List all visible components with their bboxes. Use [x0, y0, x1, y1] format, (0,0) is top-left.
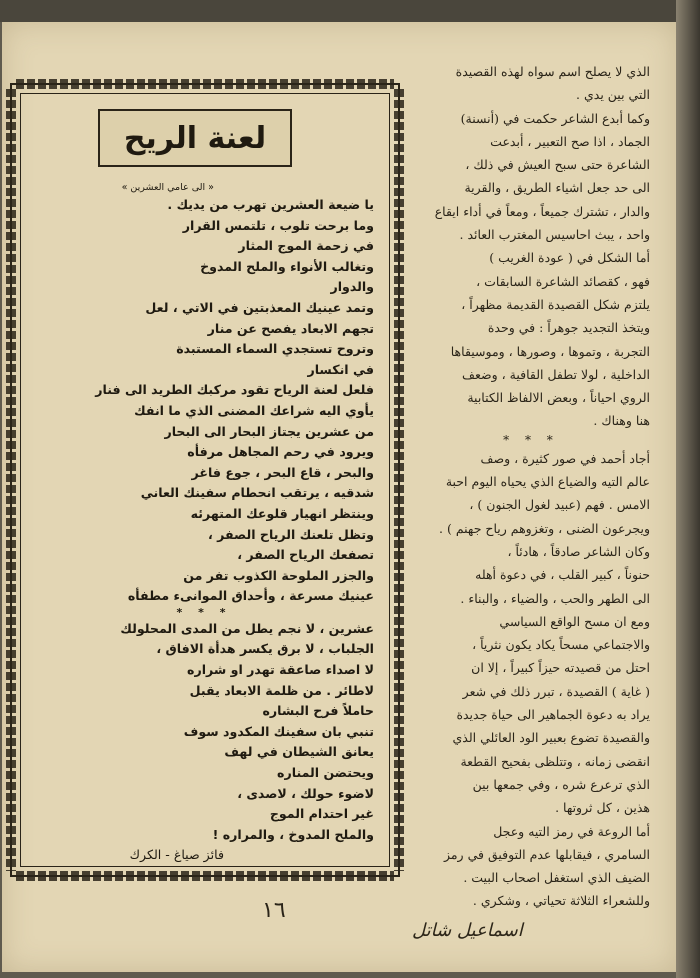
poem-line: ويحتضن المناره [277, 765, 374, 781]
article-paragraph [412, 889, 650, 912]
article-line: ومع ان مسح الواقع السياسي [499, 613, 650, 629]
poem-line: وتظل تلعنك الرياح الصفر ، [207, 526, 374, 542]
poem-line: من عشرين يجتاز البحار الى البحار [164, 423, 374, 439]
poem-dedication: « الى عامي العشرين » [121, 182, 214, 193]
article-line: أما الشكل في ( عودة الغريب ) [489, 250, 650, 266]
frame-ornament-top [16, 79, 394, 89]
article-line: عالم التيه والضياع الذي يحياه اليوم احبة [445, 474, 650, 490]
page-number: ١٦ [262, 898, 286, 923]
article-line: انقضى زمانه ، وتتلظى بفحيح القطعة [460, 753, 650, 769]
poem-line: عينيك مسرعة ، وأحداق الموانىء مطفأه [127, 588, 374, 604]
article-line: هنا وهناك . [593, 413, 650, 429]
author-signature: اسماعيل شاتل [412, 919, 523, 941]
poem-line: تنبي بان سفينك المكدود سوف [183, 723, 374, 739]
article-line: والاجتماعي مسحاً يكاد يكون نثرياً ، [472, 637, 650, 653]
poem-line: حاملاً فرح البشاره [262, 703, 374, 719]
poem-line: والبحر ، قاع البحر ، جوع فاغر [191, 464, 374, 480]
poem-line: فلعل لعنة الرياح تقود مركبك الطريد الى فنار [95, 382, 374, 398]
article-line: والدار ، تشترك جميعاً ، ومعاً في أداء ايقاع [434, 203, 650, 219]
article-column [412, 60, 650, 942]
article-paragraph [412, 610, 650, 820]
article-paragraph [412, 60, 650, 107]
poem-line: لاضوء حولك ، لاصدى ، [237, 785, 374, 801]
article-line: الجماد ، اذا صح التعبير ، أبدعت [490, 133, 650, 149]
poem-line: يعانق الشيطان في لهف [224, 744, 374, 760]
article-line: أما الروعة في رمز التيه وعجل [493, 823, 650, 839]
poem-line: والجزر الملوحة الكذوب تفر من [183, 567, 374, 583]
article-line: السامري ، فيقابلها عدم التوفيق في رمز [443, 846, 650, 862]
article-line: الامس . فهم (عبيد لغول الجنون ) ، [469, 497, 650, 513]
article-line: الشاعرة حتى سبح العيش في ذلك ، [465, 157, 650, 173]
article-paragraph [412, 447, 650, 540]
poem-frame [10, 83, 400, 877]
article-line: وللشعراء الثلاثة تحياتي ، وشكري . [472, 893, 650, 909]
poem-line: الجلباب ، لا برق يكسر هدأة الافاق ، [156, 641, 374, 657]
article-line: الداخلية ، لولا تطفل القافية ، وضعف [462, 366, 650, 382]
poem-line: وتغالب الأنواء والملح المدوخ [200, 258, 374, 274]
article-line: ( غاية ) القصيدة ، تبرر ذلك في شعر [462, 683, 650, 699]
poem-line: والدوار [330, 279, 374, 295]
poem-line: والملح المدوخ ، والمراره ! [212, 826, 374, 842]
poem-line: وما برحت تلوب ، تلتمس القرار [182, 217, 374, 233]
poem-line: وتروح تستجدي السماء المستبدة [176, 341, 374, 357]
poem-line: يا ضيعة العشرين تهرب من يديك . [167, 197, 374, 212]
article-line: واحد ، يبث احاسيس المغترب العائد . [459, 227, 650, 243]
article-line: التي بين يدي . [576, 87, 650, 103]
poem-body [34, 181, 374, 866]
frame-ornament-bottom [16, 871, 394, 881]
poem-line: شدقيه ، يرتقب انحطام سفينك العاني [140, 485, 374, 501]
article-line: أجاد أحمد في صور كثيرة ، وصف [480, 450, 650, 466]
article-line: حنوناً ، كبير القلب ، في دعوة أهله [475, 567, 650, 583]
article-line: الذي ترعرع شره ، وفي جمعها بين [472, 776, 650, 792]
article-line: فهو ، كقصائد الشاعرة السابقات ، [476, 273, 650, 289]
poem-line: في انكسار [307, 361, 374, 377]
poem-line: لاطائر . من ظلمة الابعاد يقبل [189, 682, 374, 698]
article-line: ويجرعون الضنى ، وتغزوهم رياح جهنم ) . [439, 520, 650, 536]
article-line: ويتخذ التجديد جوهراً : في وحدة [487, 320, 650, 336]
scan-right-edge [676, 0, 700, 978]
article-line: الى الطهر والحب ، والضياء ، والبناء . [460, 590, 650, 606]
frame-ornament-left [6, 89, 16, 871]
poem-line: يأوي اليه شراعك المضنى الذي ما انفك [134, 402, 374, 418]
poem-author: فائز صياغ - الكرك [129, 847, 224, 863]
poem-line: في زحمة الموج المثار [238, 238, 374, 254]
article-line: هذين ، كل ثروتها . [555, 800, 650, 816]
article-paragraph [412, 540, 650, 610]
article-paragraph [412, 246, 650, 432]
frame-ornament-right [394, 89, 404, 871]
article-line: والقصيدة تضوع بعبير الود العائلي الذي [452, 730, 650, 746]
poem-line: ويرود في رحم المجاهل مرفأه [187, 444, 374, 460]
article-line: الضيف الذي استغفل اصحاب البيت . [463, 870, 650, 886]
poem-line: غير احتدام الموج [269, 806, 374, 822]
article-paragraph [412, 107, 650, 247]
poem-divider-stars: * * * [176, 605, 232, 619]
poem-title-box [98, 109, 292, 167]
article-line: وكما أبدع الشاعر حكمت في (أنسنة) [460, 110, 650, 126]
article-line: التجربة ، وتموها ، وصورها ، وموسيقاها [450, 343, 650, 359]
scan-top-margin [0, 0, 700, 22]
article-paragraph [412, 820, 650, 890]
article-line: الى حد جعل اشياء الطريق ، والقرية [464, 180, 650, 196]
article-line: وكان الشاعر صادقاً ، هادئاً ، [507, 543, 650, 559]
article-line: الروي احياناً ، وبعض الالفاظ الكتابية [467, 390, 650, 406]
poem-line: تجهم الابعاد يفصح عن منار [207, 320, 374, 336]
article-line: احتل من قصيدته حيزاً كبيراً ، إلا ان [471, 660, 650, 676]
section-divider-stars: * * * [503, 432, 559, 447]
poem-line: لا اصداء صاعقة تهدر او شراره [187, 662, 374, 678]
poem-line: وتمد عينيك المعذبتين في الاتي ، لعل [145, 299, 374, 315]
article-line: يلتزم شكل القصيدة القديمة مظهراً ، [461, 296, 650, 312]
poem-line: تصفعك الرياح الصفر ، [237, 547, 374, 563]
article-line: يراد به دعوة الجماهير الى حياة جديدة [456, 707, 650, 723]
poem-line: وينتظر انهيار قلوعك المتهرئه [190, 505, 374, 521]
poem-line: عشرين ، لا نجم يطل من المدى المحلولك [120, 620, 374, 636]
poem-title: لعنة الريح [123, 120, 267, 156]
article-line: الذي لا يصلح اسم سواه لهذه القصيدة [455, 64, 650, 79]
